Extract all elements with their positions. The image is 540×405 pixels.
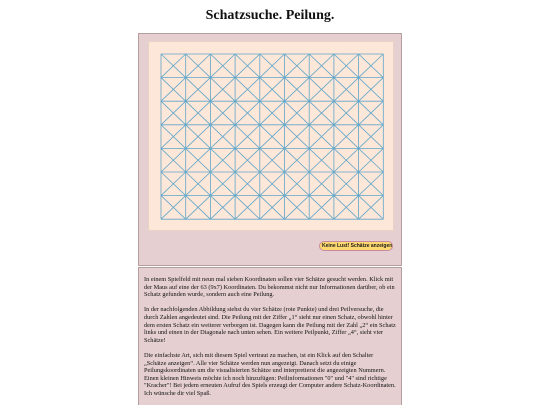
- treasure-board: [148, 41, 394, 231]
- page-title: Schatzsuche. Peilung.: [205, 8, 335, 23]
- description-paragraph: In einem Spielfeld mit neun mal sieben Koordinaten sollen vier Schätze gesucht werden. Klick mit der Maus auf eine der 63 (9x7) Koordinaten. Du bekommst nicht nur Informationen darüber, ob ein Schatz gefunden wurde, sondern auch eine Peilung.: [144, 276, 395, 299]
- game-panel: [138, 33, 402, 266]
- description-paragraph: In der nachfolgenden Abbildung siehst du vier Schätze (rote Punkte) und drei Peilversuche, die durch Zahlen angedeutet sind. Die Peilung mit der Ziffer „1“ sieht nur einen Schatz, obwohl hinter dem ersten Schatz ein weiterer verborgen ist. Dagegen kann die Peilung mit der Zahl „2“ ein Schatz links und einen in der Diagonale nach unten sehen. Ein weitere Peilpunkt, Ziffer „4“, sieht vier Schätze!: [144, 306, 396, 344]
- description-panel: [138, 267, 402, 405]
- coordinate-grid[interactable]: [149, 42, 393, 230]
- show-treasures-button[interactable]: Keine Lust! Schätze anzeigen: [319, 241, 393, 251]
- description-paragraph: Die einfachste Art, sich mit diesem Spiel vertraut zu machen, ist ein Klick auf den Schalter „Schätze anzeigen“. Alle vier Schätze werden nun angezeigt. Danach setzt du einige Peilungskoordinaten um die visualisierten Schätze und interpretierst die angezeigten Nummern. Einen kleinen Hinweis möchte ich noch hinzufügen: Peilinformationen "0" und "4" sind richtige "Kracher"! Bei jedem erneuten Aufruf des Spiels erzeugt der Computer andere Schatz-Koordinaten. Ich wünsche dir viel Spaß.: [144, 351, 396, 397]
